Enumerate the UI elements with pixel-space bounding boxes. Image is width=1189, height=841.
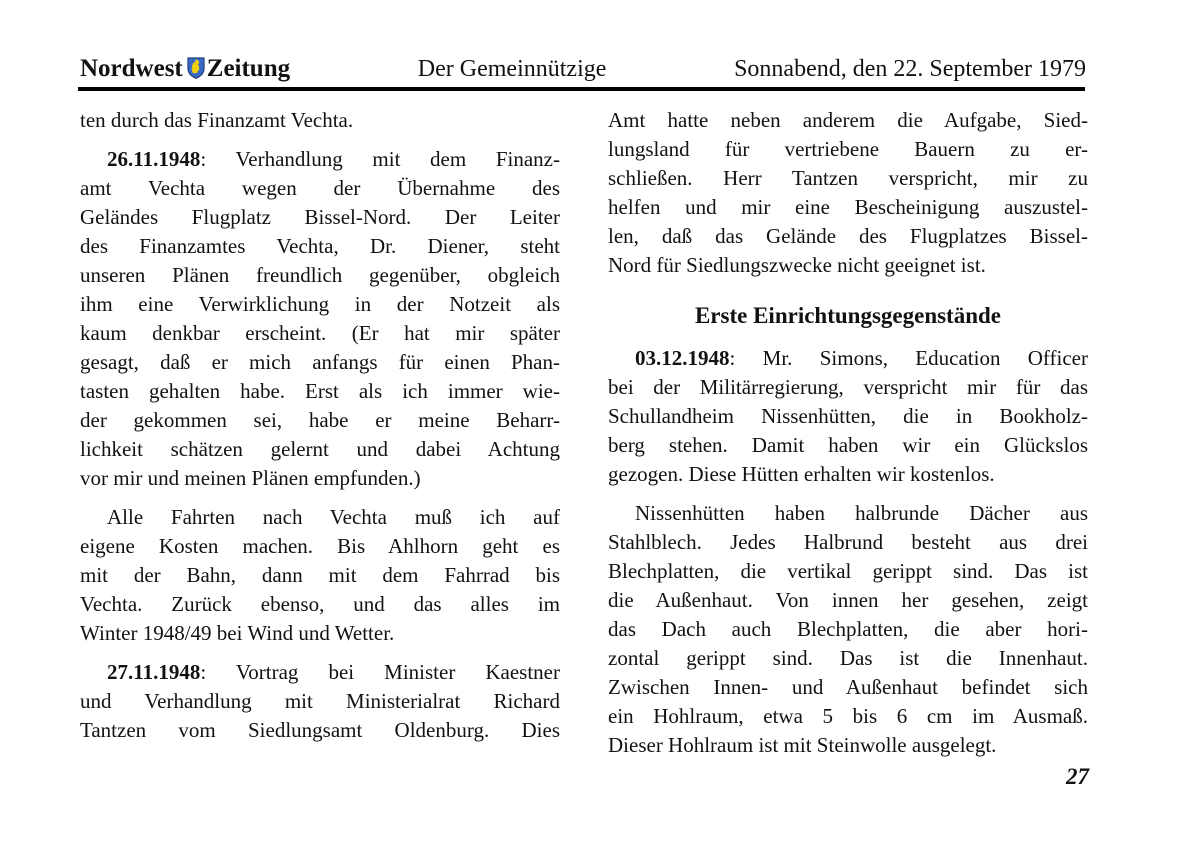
issue-date: Sonnabend, den 22. September 1979 xyxy=(734,56,1086,82)
text-line: ein Hohlraum, etwa 5 bis 6 cm im Ausmaß. xyxy=(608,704,1088,728)
brand-name-left: Nordwest xyxy=(80,55,183,82)
text-line: Vechta. Zurück ebenso, und das alles im xyxy=(80,592,560,616)
text-line: Blechplatten, die vertikal gerippt sind. Das ist xyxy=(608,559,1088,583)
text-line: die Außenhaut. Von innen her gesehen, zeigt xyxy=(608,588,1088,612)
text-line: ihm eine Verwirklichung in der Notzeit als xyxy=(80,292,560,316)
left-column xyxy=(80,106,560,760)
text-line: gesagt, daß er mich anfangs für einen Phan- xyxy=(80,350,560,374)
text-line: 27.11.1948: Vortrag bei Minister Kaestner xyxy=(107,660,560,684)
text-line: Amt hatte neben anderem die Aufgabe, Sied- xyxy=(608,108,1088,132)
text-line: Stahlblech. Jedes Halbrund besteht aus drei xyxy=(608,530,1088,554)
text-line: Schullandheim Nissenhütten, die in Bookholz- xyxy=(608,404,1088,428)
entry-date: 27.11.1948 xyxy=(107,660,201,684)
paragraph xyxy=(80,106,560,135)
text-line: helfen und mir eine Bescheinigung auszustel- xyxy=(608,195,1088,219)
text-line: amt Vechta wegen der Übernahme des xyxy=(80,176,560,200)
paragraph xyxy=(80,503,560,648)
text-line: Tantzen vom Siedlungsamt Oldenburg. Dies xyxy=(80,718,560,742)
header-rule xyxy=(78,87,1085,91)
entry-date: 26.11.1948 xyxy=(107,147,201,171)
text-line: kaum denkbar erscheint. (Er hat mir später xyxy=(80,321,560,345)
text-line: len, daß das Gelände des Flugplatzes Bissel- xyxy=(608,224,1088,248)
text-line: 26.11.1948: Verhandlung mit dem Finanz- xyxy=(107,147,560,171)
text-line: Geländes Flugplatz Bissel-Nord. Der Leiter xyxy=(80,205,560,229)
text-line: der gekommen sei, habe er meine Beharr- xyxy=(80,408,560,432)
text-line: und Verhandlung mit Ministerialrat Richard xyxy=(80,689,560,713)
text-line: das Dach auch Blechplatten, die aber hori- xyxy=(608,617,1088,641)
right-column xyxy=(608,106,1088,760)
text-line: berg stehen. Damit haben wir ein Glückslos xyxy=(608,433,1088,457)
section-title: Der Gemeinnützige xyxy=(417,56,607,82)
paragraph xyxy=(608,106,1088,280)
text-line: Zwischen Innen- und Außenhaut befindet sich xyxy=(608,675,1088,699)
text-line: 03.12.1948: Mr. Simons, Education Officer xyxy=(635,346,1088,370)
text-line: lungsland für vertriebene Bauern zu er- xyxy=(608,137,1088,161)
text-line: lichkeit schätzen gelernt und dabei Achtung xyxy=(80,437,560,461)
paragraph xyxy=(80,658,560,745)
newspaper-brand xyxy=(80,54,290,87)
article-columns xyxy=(80,106,1088,760)
text-line: Alle Fahrten nach Vechta muß ich auf xyxy=(107,505,560,529)
paragraph xyxy=(608,499,1088,760)
coat-of-arms-icon xyxy=(187,57,205,87)
text-line: Nord für Siedlungszwecke nicht geeignet ist. xyxy=(608,253,986,277)
page-number: 27 xyxy=(1066,764,1089,789)
text-line: Winter 1948/49 bei Wind und Wetter. xyxy=(80,621,395,645)
paragraph xyxy=(608,344,1088,489)
text-line: eigene Kosten machen. Bis Ahlhorn geht es xyxy=(80,534,560,558)
text-line: des Finanzamtes Vechta, Dr. Diener, steht xyxy=(80,234,560,258)
text-line: schließen. Herr Tantzen verspricht, mir zu xyxy=(608,166,1088,190)
page-header xyxy=(80,54,1086,87)
text-line: ten durch das Finanzamt Vechta. xyxy=(80,108,354,132)
text-line: gezogen. Diese Hütten erhalten wir kostenlos. xyxy=(608,462,995,486)
text-line: mit der Bahn, dann mit dem Fahrrad bis xyxy=(80,563,560,587)
paragraph xyxy=(80,145,560,493)
text-line: bei der Militärregierung, verspricht mir für das xyxy=(608,375,1088,399)
text-line: unseren Plänen freundlich gegenüber, obgleich xyxy=(80,263,560,287)
text-line: Nissenhütten haben halbrunde Dächer aus xyxy=(635,501,1088,525)
text-line: vor mir und meinen Plänen empfunden.) xyxy=(80,466,421,490)
text-line: tasten gehalten habe. Erst als ich immer wie- xyxy=(80,379,560,403)
section-heading: Erste Einrichtungsgegenstände xyxy=(694,303,1002,328)
brand-name-right: Zeitung xyxy=(206,55,291,82)
text-line: Dieser Hohlraum ist mit Steinwolle ausgelegt. xyxy=(608,733,997,757)
entry-date: 03.12.1948 xyxy=(635,346,730,370)
text-line: zontal gerippt sind. Das ist die Innenhaut. xyxy=(608,646,1088,670)
